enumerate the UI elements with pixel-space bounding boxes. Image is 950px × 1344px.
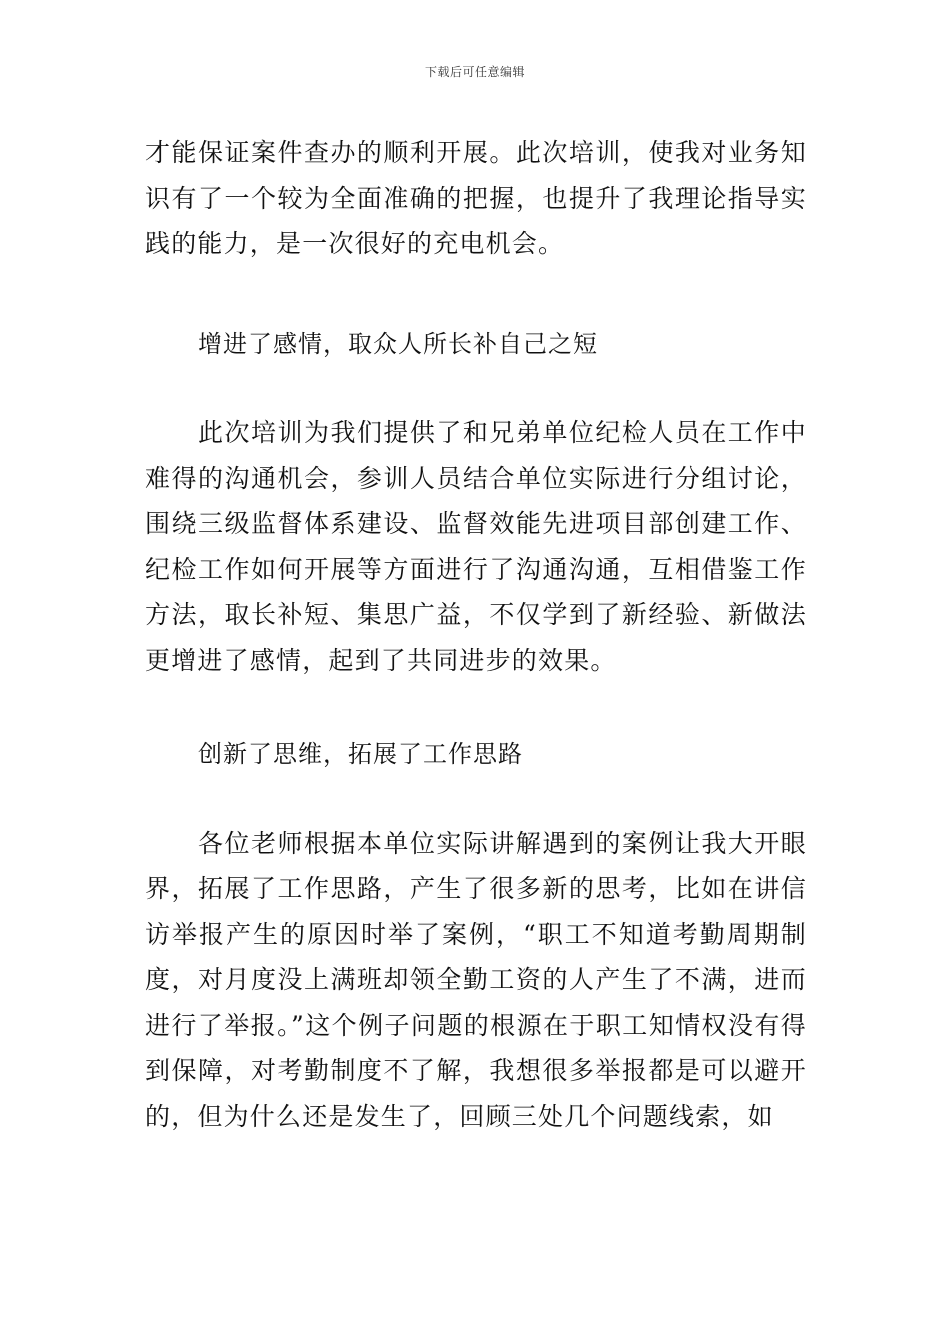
section-heading-innovation: 创新了思维，拓展了工作思路 xyxy=(198,740,523,768)
paragraph-spacer xyxy=(145,778,807,821)
section-heading-emotion: 增进了感情，取众人所长补自己之短 xyxy=(198,329,598,358)
paragraph-spacer xyxy=(145,683,807,732)
page-header-note: 下载后可任意编辑 xyxy=(424,65,525,79)
document-body xyxy=(145,130,807,1139)
paragraph-cases: 各位老师根据本单位实际讲解遇到的案例让我大开眼界，拓展了工作思路，产生了很多新的思考，比如在讲信访举报产生的原因时举了案例，“职工不知道考勤周期制度，对月度没上满班却领全勤工资的人产生了不满，进而进行了举报。”这个例子问题的根源在于职工知情权没有得到保障，对考勤制度不了解，我想很多举报都是可以避开的，但为什么还是发生了，回顾三处几个问题线索，如 xyxy=(145,828,807,1131)
paragraph-spacer xyxy=(145,367,807,410)
paragraph-continuation: 才能保证案件查办的顺利开展。此次培训，使我对业务知识有了一个较为全面准确的把握，也提升了我理论指导实践的能力，是一次很好的充电机会。 xyxy=(145,138,807,258)
paragraph-spacer xyxy=(145,267,807,322)
paragraph-communication: 此次培训为我们提供了和兄弟单位纪检人员在工作中难得的沟通机会，参训人员结合单位实际进行分组讨论，围绕三级监督体系建设、监督效能先进项目部创建工作、纪检工作如何开展等方面进行了沟通沟通，互相借鉴工作方法，取长补短、集思广益，不仅学到了新经验、新做法更增进了感情，起到了共同进步的效果。 xyxy=(145,418,807,675)
